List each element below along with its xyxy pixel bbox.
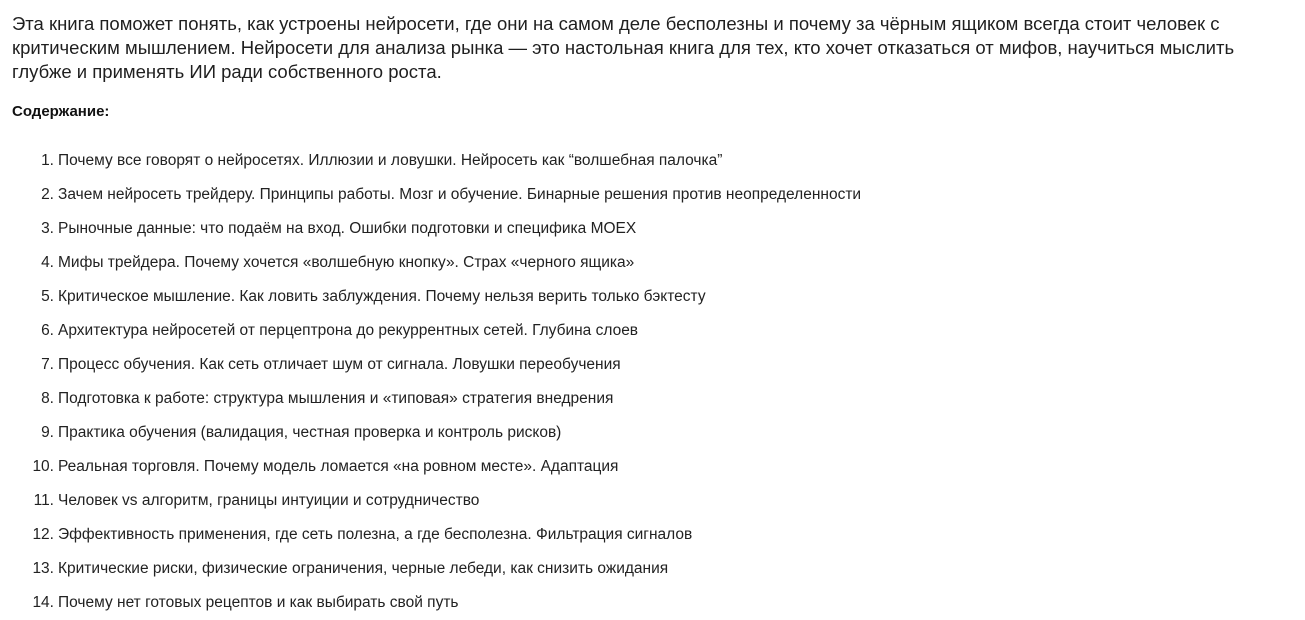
toc-item <box>0 144 861 178</box>
toc-item <box>0 552 861 586</box>
toc-item-title: Подготовка к работе: структура мышления и «типовая» стратегия внедрения <box>58 390 614 407</box>
toc-item-title: Рыночные данные: что подаём на вход. Ошибки подготовки и специфика MOEX <box>58 220 637 237</box>
toc-item-title: Архитектура нейросетей от перцептрона до рекуррентных сетей. Глубина слоев <box>58 322 639 339</box>
toc-item-number: 13. <box>32 560 54 577</box>
toc-item-number: 8. <box>41 390 54 407</box>
toc-item-number: 7. <box>41 356 54 373</box>
toc-item-number: 2. <box>41 186 54 203</box>
toc-item-number: 12. <box>32 526 54 543</box>
toc-item <box>0 484 861 518</box>
toc-item-title: Эффективность применения, где сеть полезна, а где бесполезна. Фильтрация сигналов <box>58 526 693 543</box>
toc-item <box>0 246 861 280</box>
toc-item-number: 1. <box>41 152 54 169</box>
toc-item <box>0 416 861 450</box>
toc-item-number: 4. <box>41 254 54 271</box>
toc-item <box>0 280 861 314</box>
toc-item-title: Критические риски, физические ограничения, черные лебеди, как снизить ожидания <box>58 560 669 577</box>
toc-item-title: Почему все говорят о нейросетях. Иллюзии и ловушки. Нейросеть как “волшебная палочка” <box>58 152 723 169</box>
toc-item-number: 11. <box>33 492 54 509</box>
toc-item-title: Человек vs алгоритм, границы интуиции и сотрудничество <box>58 492 480 509</box>
toc-item <box>0 382 861 416</box>
toc-item-number: 6. <box>41 322 54 339</box>
toc-item-title: Критическое мышление. Как ловить заблуждения. Почему нельзя верить только бэктесту <box>58 288 706 305</box>
toc-item-number: 3. <box>41 220 54 237</box>
toc-item-number: 9. <box>41 424 54 441</box>
toc-item-title: Почему нет готовых рецептов и как выбирать свой путь <box>58 594 459 611</box>
toc-item <box>0 450 861 484</box>
toc-item-title: Практика обучения (валидация, честная проверка и контроль рисков) <box>58 424 562 441</box>
toc-item-title: Реальная торговля. Почему модель ломается «на ровном месте». Адаптация <box>58 458 619 475</box>
toc-item-number: 14. <box>32 594 54 611</box>
intro-paragraph: Эта книга поможет понять, как устроены нейросети, где они на самом деле бесполезны и почему за чёрным ящиком всегда стоит человек с критическим мышлением. Нейросети для анализа рынка — это настольная книга для тех, кто хочет отказаться от мифов, научиться мыслить глубже и применять ИИ ради собственного роста. <box>12 13 1235 82</box>
toc-item <box>0 314 861 348</box>
toc-item-number: 5. <box>41 288 54 305</box>
toc-item-title: Зачем нейросеть трейдеру. Принципы работы. Мозг и обучение. Бинарные решения против неопределенности <box>58 186 862 203</box>
toc-item-title: Процесс обучения. Как сеть отличает шум от сигнала. Ловушки переобучения <box>58 356 621 373</box>
toc-item <box>0 212 861 246</box>
toc-item <box>0 586 861 620</box>
toc-item <box>0 348 861 382</box>
toc-item-number: 10. <box>32 458 54 475</box>
toc-item-title: Мифы трейдера. Почему хочется «волшебную кнопку». Страх «черного ящика» <box>58 254 635 271</box>
toc-heading: Содержание: <box>12 103 110 120</box>
toc-list <box>0 144 861 620</box>
toc-item <box>0 178 861 212</box>
toc-item <box>0 518 861 552</box>
